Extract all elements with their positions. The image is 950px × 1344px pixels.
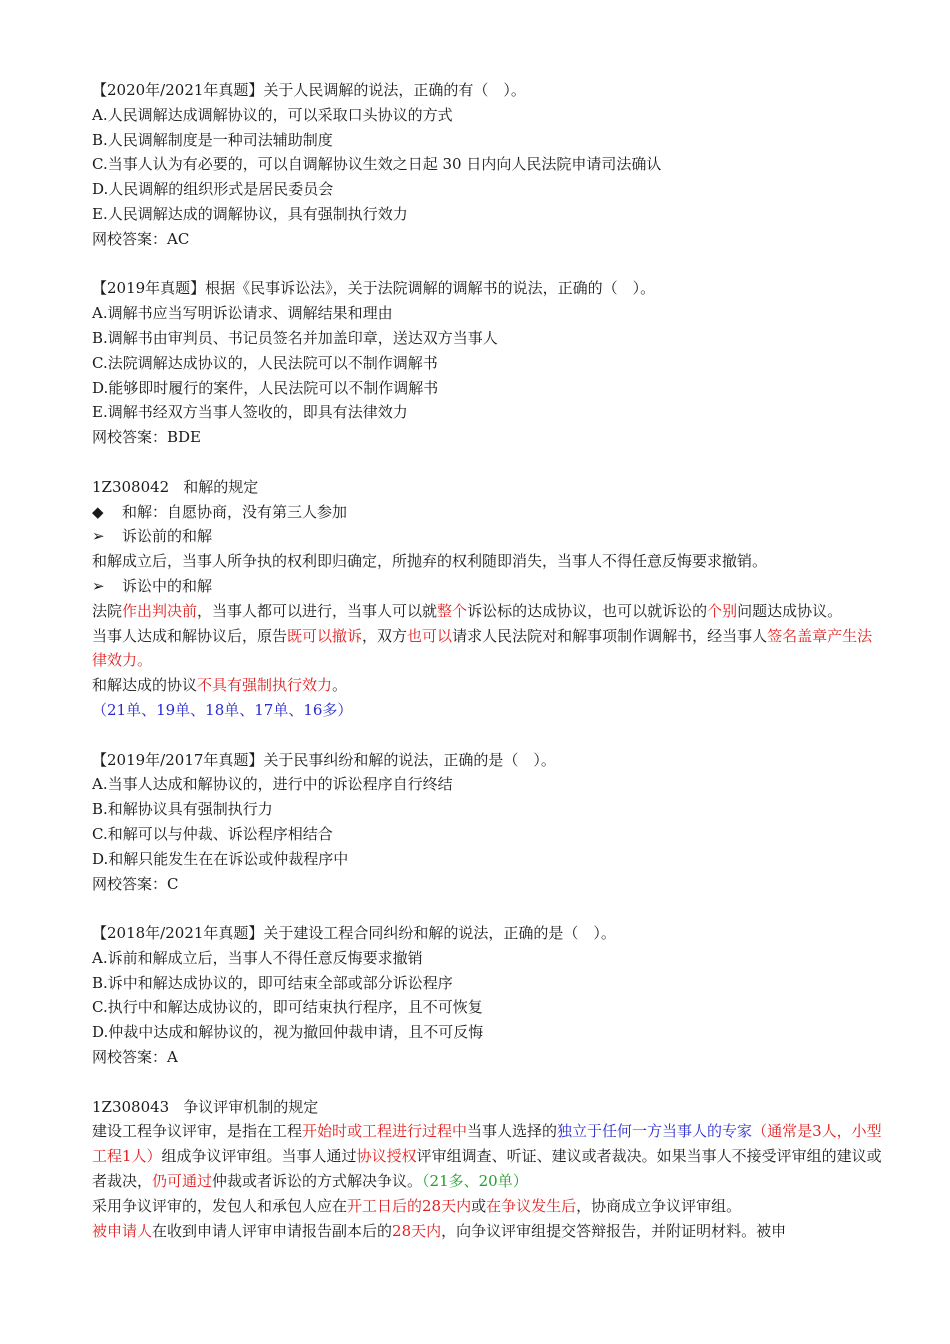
text-run: 当事人达成和解协议后，原告 xyxy=(92,626,288,645)
in-litigation-title: 诉讼中的和解 xyxy=(122,576,213,595)
question-title: 【2018年/2021年真题】关于建设工程合同纠纷和解的说法，正确的是（ ）。 xyxy=(92,924,616,943)
text-run: ，向争议评审组提交答辩报告，并附证明材料。被申 xyxy=(441,1221,787,1240)
highlight-red: 在争议发生后 xyxy=(486,1196,577,1215)
spacer xyxy=(92,252,882,277)
section-dispute-review xyxy=(92,1095,882,1244)
spacer xyxy=(92,723,882,748)
text-run: ，协商成立争议评审组。 xyxy=(576,1196,742,1215)
option-e: E.人民调解达成的调解协议，具有强制执行效力 xyxy=(92,204,408,223)
document-page xyxy=(92,78,882,1243)
text-run: ，当事人都可以进行，当事人可以就 xyxy=(197,601,438,620)
pre-litigation-heading xyxy=(92,524,882,549)
option-d: D.仲裁中达成和解协议的，视为撤回仲裁申请，且不可反悔 xyxy=(92,1023,484,1042)
answer: 网校答案：AC xyxy=(92,229,190,248)
section-code: 1Z308043 xyxy=(92,1097,170,1116)
section-heading xyxy=(92,475,882,500)
text-run: 在收到申请人评审申请报告副本后的 xyxy=(152,1221,393,1240)
highlight-red: 开始时或工程进行过程中 xyxy=(302,1122,468,1141)
highlight-red: 作出判决前 xyxy=(122,601,198,620)
paragraph-court xyxy=(92,599,882,624)
option-a: A.诉前和解成立后，当事人不得任意反悔要求撤销 xyxy=(92,948,423,967)
text-run: 或 xyxy=(471,1196,487,1215)
text-run: 法院 xyxy=(92,601,123,620)
highlight-red: 仍可通过 xyxy=(152,1172,213,1191)
option-b: B.人民调解制度是一种司法辅助制度 xyxy=(92,130,333,149)
arrow-bullet-icon: ➢ xyxy=(92,576,105,595)
paragraph-agreement xyxy=(92,624,882,674)
text-run: 问题达成协议。 xyxy=(737,601,843,620)
exam-years-note: （21单、19单、18单、17单、16多） xyxy=(92,700,353,719)
highlight-blue: 独立于任何一方当事人的专家 xyxy=(557,1122,753,1141)
question-title: 【2019年/2017年真题】关于民事纠纷和解的说法，正确的是（ ）。 xyxy=(92,750,556,769)
text-run: 建设工程争议评审，是指在工程 xyxy=(92,1122,303,1141)
paragraph-formation xyxy=(92,1194,882,1219)
section-name: 争议评审机制的规定 xyxy=(183,1097,319,1116)
definition-bullet xyxy=(92,500,882,525)
highlight-green: （21多、20单） xyxy=(422,1172,528,1191)
section-code: 1Z308042 xyxy=(92,477,170,496)
option-d: D.能够即时履行的案件，人民法院可以不制作调解书 xyxy=(92,378,439,397)
question-2 xyxy=(92,276,882,450)
highlight-red: 签名盖章产生法律效力。 xyxy=(92,626,873,670)
option-e: E.调解书经双方当事人签收的，即具有法律效力 xyxy=(92,403,408,422)
definition-text: 和解：自愿协商，没有第三人参加 xyxy=(122,502,348,521)
section-settlement xyxy=(92,475,882,723)
option-b: B.和解协议具有强制执行力 xyxy=(92,800,273,819)
option-b: B.调解书由审判员、书记员签名并加盖印章，送达双方当事人 xyxy=(92,328,498,347)
option-d: D.人民调解的组织形式是居民委员会 xyxy=(92,180,334,199)
spacer xyxy=(92,896,882,921)
text-run: 当事人选择的 xyxy=(467,1122,558,1141)
highlight-red: 也可以 xyxy=(407,626,453,645)
answer: 网校答案：BDE xyxy=(92,428,201,447)
highlight-red: 开工日后的28天内 xyxy=(347,1196,472,1215)
paragraph-definition xyxy=(92,1119,882,1193)
spacer xyxy=(92,450,882,475)
text-run: 组成争议评审组。当事人通过 xyxy=(161,1147,357,1166)
highlight-red: 协议授权 xyxy=(356,1147,417,1166)
option-a: A.人民调解达成调解协议的，可以采取口头协议的方式 xyxy=(92,105,453,124)
text-run: 和解达成的协议 xyxy=(92,676,198,695)
option-c: C.和解可以与仲裁、诉讼程序相结合 xyxy=(92,824,333,843)
option-a: A.调解书应当写明诉讼请求、调解结果和理由 xyxy=(92,304,393,323)
option-c: C.当事人认为有必要的，可以自调解协议生效之日起 30 日内向人民法院申请司法确认 xyxy=(92,155,662,174)
paragraph-enforcement xyxy=(92,673,882,698)
highlight-red: 不具有强制执行效力 xyxy=(197,676,333,695)
section-heading xyxy=(92,1095,882,1120)
question-1 xyxy=(92,78,882,252)
option-d: D.和解只能发生在在诉讼或仲裁程序中 xyxy=(92,849,349,868)
highlight-red: 28天内 xyxy=(392,1221,442,1240)
option-a: A.当事人达成和解协议的，进行中的诉讼程序自行终结 xyxy=(92,775,453,794)
option-b: B.诉中和解达成协议的，即可结束全部或部分诉讼程序 xyxy=(92,973,453,992)
text-run: 诉讼标的达成协议，也可以就诉讼的 xyxy=(467,601,708,620)
text-run: 请求人民法院对和解事项制作调解书，经当事人 xyxy=(452,626,768,645)
pre-litigation-text: 和解成立后，当事人所争执的权利即归确定，所抛弃的权利随即消失，当事人不得任意反悔要求撤销。 xyxy=(92,552,768,571)
question-4 xyxy=(92,921,882,1070)
highlight-red: 被申请人 xyxy=(92,1221,153,1240)
text-run: 评审组调查、听证、建议或者裁决。如果当事人不接受评审组的建议或者裁决， xyxy=(92,1147,882,1191)
diamond-bullet-icon: ◆ xyxy=(92,502,104,521)
answer: 网校答案：C xyxy=(92,874,179,893)
spacer xyxy=(92,1070,882,1095)
text-run: 仲裁或者诉讼的方式解决争议。 xyxy=(212,1172,423,1191)
option-c: C.法院调解达成协议的，人民法院可以不制作调解书 xyxy=(92,353,438,372)
text-run: 采用争议评审的，发包人和承包人应在 xyxy=(92,1196,348,1215)
option-c: C.执行中和解达成协议的，即可结束执行程序，且不可恢复 xyxy=(92,998,483,1017)
highlight-red: 既可以撤诉 xyxy=(287,626,363,645)
highlight-red: 整个 xyxy=(437,601,468,620)
pre-litigation-title: 诉讼前的和解 xyxy=(122,527,213,546)
question-title: 【2020年/2021年真题】关于人民调解的说法，正确的有（ ）。 xyxy=(92,81,526,99)
paragraph-response xyxy=(92,1219,882,1244)
highlight-red: （通常是3人，小型工程1人） xyxy=(92,1122,882,1166)
arrow-bullet-icon: ➢ xyxy=(92,527,105,546)
text-run: 。 xyxy=(332,676,348,695)
text-run: ，双方 xyxy=(362,626,408,645)
section-name: 和解的规定 xyxy=(183,477,259,496)
highlight-red: 个别 xyxy=(707,601,738,620)
question-title: 【2019年真题】根据《民事诉讼法》，关于法院调解的调解书的说法，正确的（ ）。 xyxy=(92,279,656,298)
question-3 xyxy=(92,748,882,897)
answer: 网校答案：A xyxy=(92,1048,178,1067)
in-litigation-heading xyxy=(92,574,882,599)
